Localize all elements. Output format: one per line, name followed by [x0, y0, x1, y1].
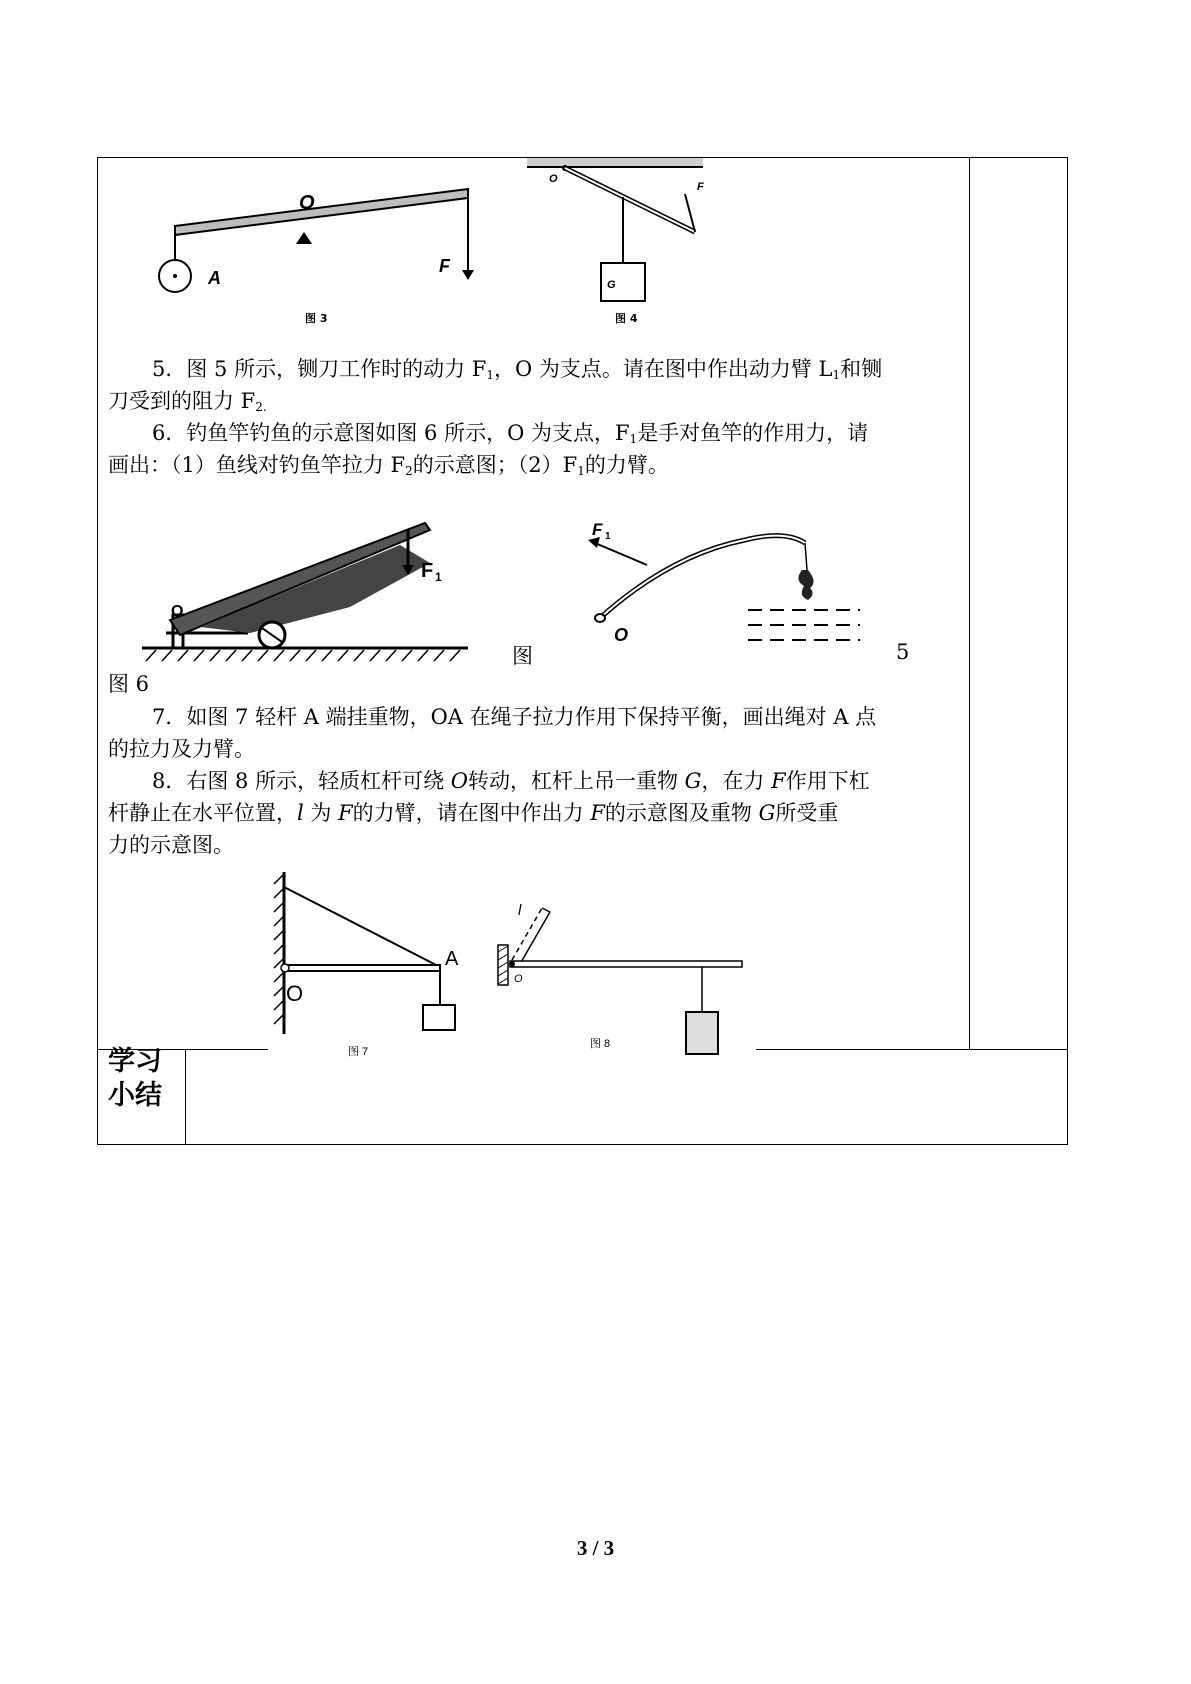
- summary-label: [108, 1045, 162, 1113]
- question-7-line-1: 7．如图 7 轻杆 A 端挂重物，OA 在绳子拉力作用下保持平衡，画出绳对 A 点: [152, 705, 877, 729]
- question-8-line-1: 8．右图 8 所示，轻质杠杆可绕 O转动，杠杆上吊一重物 G，在力 F作用下杠: [152, 769, 870, 793]
- fig6-caption: 图 6: [108, 672, 150, 696]
- question-6-line-1: 6．钓鱼竿钓鱼的示意图如图 6 所示，O 为支点，$F_1$是手对鱼竿的作用力，请: [152, 421, 869, 446]
- fig5-label-o: O: [171, 603, 184, 620]
- hay-bundle: [200, 545, 430, 633]
- fig7-label-a: A: [445, 948, 459, 970]
- summary-label-line-1: 学习: [108, 1046, 162, 1077]
- fig5-caption-left: 图: [512, 644, 533, 668]
- lever-bar: [175, 189, 468, 235]
- summary-content[interactable]: [187, 1051, 1065, 1143]
- table-col-divider: [185, 1049, 186, 1145]
- question-5-line-2: 刀受到的阻力 $F_{2.}$: [108, 389, 267, 414]
- figure-3: [150, 180, 480, 325]
- force-f-arrowhead: [462, 270, 474, 280]
- question-7-line-2: 的拉力及力臂。: [108, 737, 255, 761]
- svg-text:1: 1: [435, 570, 442, 584]
- fig7-caption: 图 7: [348, 1046, 369, 1058]
- fig3-caption: 图 3: [305, 312, 328, 325]
- table-border-right: [1067, 157, 1068, 1145]
- question-8-line-3: 力的示意图。: [108, 833, 234, 857]
- rod-oa: [284, 965, 440, 971]
- fig6-label-f1: F: [592, 520, 603, 539]
- table-border-bottom: [97, 1144, 1068, 1145]
- fig8-caption: 图 8: [590, 1038, 611, 1050]
- fig8-label-o: O: [514, 973, 523, 985]
- table-inner-right: [969, 157, 970, 1049]
- svg-text:1: 1: [605, 531, 611, 542]
- fig8-lever: [510, 961, 742, 967]
- fig4-label-g: G: [607, 279, 616, 291]
- question-5-line-1: 5．图 5 所示，铡刀工作时的动力 $F_1$，O 为支点。请在图中作出动力臂 $L_1$和铡: [152, 357, 883, 382]
- fig7-weight: [423, 1005, 455, 1030]
- fig5-label-f1: F: [421, 560, 434, 582]
- page-number: 3 / 3: [576, 1536, 615, 1560]
- figure-7: [268, 870, 468, 1070]
- figure-8: [490, 890, 760, 1070]
- fishing-line: [805, 543, 807, 570]
- fig6-label-o: O: [614, 625, 629, 645]
- fig5-caption-right: 5: [896, 640, 910, 664]
- fulcrum-triangle: [296, 232, 312, 244]
- fig4-label-o: O: [549, 173, 558, 185]
- fig7-label-o: O: [286, 981, 304, 1006]
- fish: [798, 570, 813, 600]
- fig3-label-o: O: [299, 192, 315, 214]
- figure-4: [525, 158, 705, 308]
- table-border-left: [97, 157, 98, 1145]
- figure-5: [140, 515, 470, 665]
- fig3-label-f: F: [439, 256, 450, 276]
- fig8-weight: [686, 1012, 718, 1054]
- fig6-force-line: [595, 543, 647, 565]
- fig4-label-f: F: [697, 181, 704, 193]
- fishing-rod: [600, 536, 805, 618]
- fig8-label-l: l: [518, 902, 522, 919]
- figure-6: [570, 515, 870, 670]
- question-6-line-2: 画出：（1）鱼线对钓鱼竿拉力 $F_2$的示意图；$(2)F_1$的力臂。: [108, 453, 669, 478]
- water-dashes: [748, 610, 860, 640]
- summary-label-line-2: 小结: [108, 1080, 162, 1111]
- ceiling: [527, 158, 703, 166]
- fig4-caption: 图 4: [615, 312, 638, 325]
- rope: [284, 887, 440, 967]
- question-8-line-2: 杆静止在水平位置，l 为 F的力臂，请在图中作出力 F的示意图及重物 G所受重: [108, 801, 839, 825]
- fig3-label-a: A: [208, 268, 221, 288]
